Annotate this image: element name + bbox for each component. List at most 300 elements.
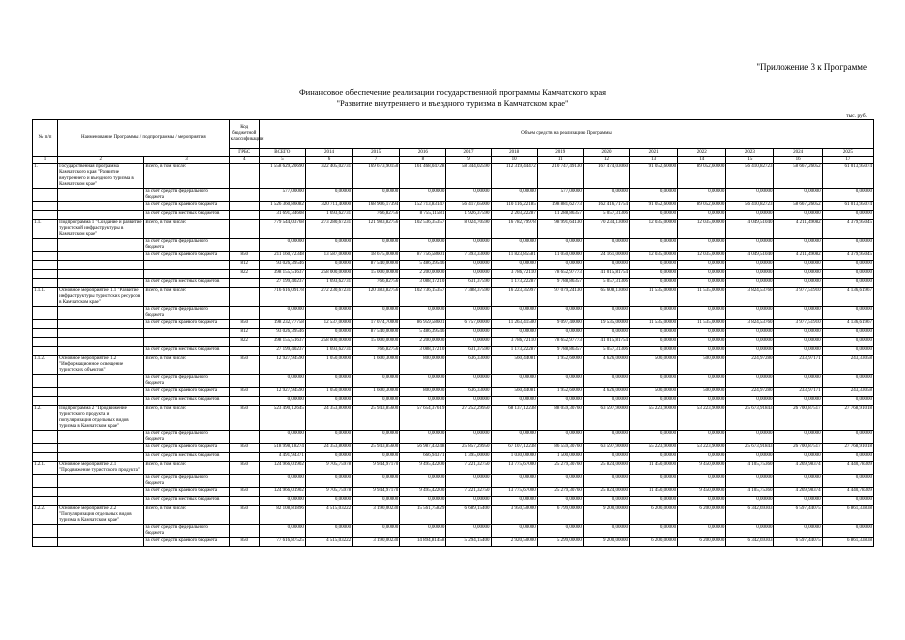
- row-value: 11 050,00000: [537, 252, 583, 261]
- table-row: [33, 338, 874, 347]
- row-value: 9 788,86357: [537, 347, 583, 356]
- row-value: 560,44081: [491, 388, 537, 397]
- row-name: [58, 453, 144, 462]
- row-value: 0,00000: [400, 189, 446, 202]
- row-value: 0,00000: [630, 211, 678, 220]
- row-value: 1 952,60000: [537, 356, 583, 375]
- row-name: Государственная программа Камчатского края "Развитие внутреннего и въездного туризма в Камчатском крае": [58, 164, 144, 189]
- row-value: 0,00000: [630, 329, 678, 338]
- row-number: 1.: [33, 164, 58, 189]
- row-value: 0,00000: [583, 375, 629, 388]
- row-source: за счет средств краевого бюджета: [144, 488, 229, 497]
- row-value: 67 107,12238: [491, 444, 537, 453]
- row-value: 24 353,80000: [305, 444, 352, 453]
- row-value: 3 190,00230: [353, 506, 400, 525]
- row-value: 5 057,31306: [583, 279, 629, 288]
- row-value: 9 200,00000: [583, 506, 629, 525]
- row-value: 0,00000: [726, 338, 774, 347]
- row-number: 1.2.: [33, 406, 58, 431]
- row-value: 716 616,09178: [259, 288, 305, 307]
- row-source: Всего, в том числе:: [144, 288, 229, 307]
- row-value: 70 234,13060: [583, 220, 629, 239]
- row-name: [58, 329, 144, 338]
- row-name: Подпрограмма 2 "Продвижение туристского продукта и популяризация отдельных видов туризма в Камчатском крае": [58, 406, 144, 431]
- row-value: 0,00000: [537, 307, 583, 320]
- row-value: 11 535,00000: [630, 288, 678, 307]
- row-name: [58, 239, 144, 252]
- row-value: 258 000,00000: [305, 338, 352, 347]
- table-row: [33, 406, 874, 431]
- row-value: 0,00000: [446, 189, 491, 202]
- row-value: 4 515,03222: [305, 506, 352, 525]
- row-value: 25 857,29950: [446, 444, 491, 453]
- row-name: [58, 431, 144, 444]
- row-value: 0,00000: [630, 375, 678, 388]
- row-value: 0,00000: [400, 307, 446, 320]
- row-value: 169 673,90150: [353, 164, 400, 189]
- column-index: 6: [305, 157, 352, 164]
- row-value: 12 035,00000: [630, 252, 678, 261]
- row-value: 9 450,00000: [678, 462, 726, 475]
- row-value: 78 652,97773: [537, 270, 583, 279]
- row-value: 0,00000: [678, 211, 726, 220]
- row-grbs: 812: [229, 261, 259, 270]
- row-value: 0,00000: [583, 189, 629, 202]
- row-value: 6 342,69303: [726, 506, 774, 525]
- row-grbs: 850: [229, 444, 259, 453]
- row-value: 0,00000: [678, 239, 726, 252]
- row-name: [58, 388, 144, 397]
- row-number: 1.1.1.: [33, 288, 58, 307]
- row-value: 3 088,17210: [400, 279, 446, 288]
- column-index: 12: [583, 157, 629, 164]
- row-value: 0,00000: [822, 307, 873, 320]
- row-value: 124 966,01902: [259, 488, 305, 497]
- header-total: ВСЕГО: [259, 149, 305, 157]
- table-row: [33, 497, 874, 506]
- row-value: 11 535,00000: [630, 320, 678, 329]
- header-code: Код бюджетной классификации: [229, 120, 259, 149]
- row-value: 0,00000: [537, 525, 583, 538]
- row-value: 0,00000: [822, 453, 873, 462]
- row-value: 0,00000: [822, 329, 873, 338]
- row-source: за счет средств местных бюджетов: [144, 497, 229, 506]
- row-value: 0,00000: [353, 397, 400, 406]
- table-row: [33, 189, 874, 202]
- row-number: 1.1.2.: [33, 356, 58, 375]
- header-name: Наименование Программы / подпрограммы / мероприятия: [58, 120, 230, 157]
- row-value: 91 052,60000: [630, 164, 678, 189]
- row-value: 0,00000: [400, 239, 446, 252]
- row-value: 233,97171: [774, 388, 822, 397]
- row-value: 55 223,90000: [630, 444, 678, 453]
- row-value: 55 223,90000: [630, 406, 678, 431]
- row-number: [33, 320, 58, 329]
- row-value: 16 223,35997: [491, 288, 537, 307]
- row-value: 7 388,37590: [446, 288, 491, 307]
- row-value: 398 155,51637: [259, 338, 305, 347]
- table-row: [33, 431, 874, 444]
- row-value: 518 998,18274: [259, 444, 305, 453]
- row-value: 0,00000: [726, 431, 774, 444]
- row-grbs: [229, 475, 259, 488]
- row-value: 13 587,00000: [305, 252, 352, 261]
- row-name: Основное мероприятие 2.1 "Продвижение туристского продукта": [58, 462, 144, 475]
- row-value: 9 788,86357: [537, 279, 583, 288]
- row-value: 4 515,03222: [305, 538, 352, 547]
- row-grbs: [229, 375, 259, 388]
- row-value: 0,00000: [305, 431, 352, 444]
- row-source: за счет средств местных бюджетов: [144, 453, 229, 462]
- row-value: 0,00000: [353, 431, 400, 444]
- row-source: за счет средств местных бюджетов: [144, 347, 229, 356]
- row-value: 25 673,91843: [726, 406, 774, 431]
- row-number: [33, 261, 58, 270]
- table-row: [33, 397, 874, 406]
- row-number: [33, 525, 58, 538]
- row-value: 0,00000: [678, 497, 726, 506]
- row-value: 58 344,02590: [446, 164, 491, 189]
- row-number: [33, 347, 58, 356]
- row-value: 8 755,11581: [400, 211, 446, 220]
- row-value: 86 559,30760: [537, 444, 583, 453]
- row-value: 0,00000: [353, 239, 400, 252]
- row-value: 11 535,00000: [678, 288, 726, 307]
- row-name: [58, 397, 144, 406]
- row-value: 6 597,44075: [774, 506, 822, 525]
- row-source: [144, 338, 229, 347]
- row-value: 88 059,30760: [537, 406, 583, 431]
- row-value: 0,00000: [305, 307, 352, 320]
- row-value: 766,82756: [353, 279, 400, 288]
- row-value: 3 786,72110: [491, 338, 537, 347]
- row-number: [33, 252, 58, 261]
- row-value: 0,00000: [491, 431, 537, 444]
- row-value: 4 269,98374: [774, 488, 822, 497]
- row-value: 577,00000: [259, 189, 305, 202]
- row-value: 0,00000: [630, 397, 678, 406]
- row-grbs: 850: [229, 356, 259, 375]
- finance-table: [32, 119, 874, 547]
- row-value: 779 544,03768: [259, 220, 305, 239]
- column-index: 17: [822, 157, 873, 164]
- document-subtitle: "Развитие внутреннего и въездного туризма в Камчатском крае": [336, 98, 569, 108]
- row-value: 0,00000: [400, 497, 446, 506]
- row-value: 0,00000: [305, 329, 352, 338]
- row-name: [58, 375, 144, 388]
- row-number: 1.2.2.: [33, 506, 58, 525]
- row-value: 211 160,72348: [259, 252, 305, 261]
- row-value: 78 652,97773: [537, 338, 583, 347]
- row-grbs: [229, 497, 259, 506]
- row-name: Основное мероприятие 1.1 "Развитие инфраструктуры туристских ресурсов в Камчатском крае": [58, 288, 144, 307]
- row-number: [33, 431, 58, 444]
- row-value: 0,00000: [583, 475, 629, 488]
- row-value: 0,00000: [259, 525, 305, 538]
- row-value: 1 395,00000: [446, 453, 491, 462]
- row-value: 0,00000: [491, 397, 537, 406]
- row-value: 0,00000: [630, 307, 678, 320]
- row-value: 0,00000: [491, 497, 537, 506]
- row-value: 61 013,95074: [822, 202, 873, 211]
- row-value: 0,00000: [822, 397, 873, 406]
- row-value: 0,00000: [400, 397, 446, 406]
- row-value: 0,00000: [774, 211, 822, 220]
- row-value: 0,00000: [400, 431, 446, 444]
- row-value: 0,00000: [446, 270, 491, 279]
- row-value: 0,00000: [774, 307, 822, 320]
- row-value: 0,00000: [353, 189, 400, 202]
- row-source: за счет средств краевого бюджета: [144, 252, 229, 261]
- row-value: 11 535,00000: [678, 320, 726, 329]
- row-value: 31 691,34608: [259, 211, 305, 220]
- row-value: 0,00000: [259, 239, 305, 252]
- row-value: 161 468,04728: [400, 164, 446, 189]
- table-row: [33, 252, 874, 261]
- row-number: [33, 497, 58, 506]
- row-value: 0,00000: [726, 261, 774, 270]
- row-value: 152 713,83147: [400, 202, 446, 211]
- row-value: 16 782,79978: [491, 220, 537, 239]
- row-value: 0,00000: [630, 189, 678, 202]
- row-value: 1 693,62731: [305, 279, 352, 288]
- row-value: 6 597,44075: [774, 538, 822, 547]
- row-value: 0,00000: [774, 261, 822, 270]
- row-value: 13 775,67000: [491, 462, 537, 475]
- row-value: 63 597,90000: [583, 444, 629, 453]
- row-source: за счет средств местных бюджетов: [144, 279, 229, 288]
- row-value: 0,00000: [583, 497, 629, 506]
- row-value: 87 540,00000: [353, 261, 400, 270]
- header-year: 2020: [583, 149, 629, 157]
- row-value: 0,00000: [630, 453, 678, 462]
- table-row: [33, 211, 874, 220]
- row-value: 87 540,00000: [353, 329, 400, 338]
- row-value: 0,00000: [630, 279, 678, 288]
- row-value: 500,00000: [630, 388, 678, 397]
- table-row: [33, 444, 874, 453]
- row-name: [58, 307, 144, 320]
- row-name: [58, 444, 144, 453]
- row-value: 89 052,60000: [678, 164, 726, 189]
- row-value: 4 136,61967: [822, 320, 873, 329]
- row-value: 0,00000: [305, 397, 352, 406]
- row-value: 2 200,00000: [400, 338, 446, 347]
- row-value: 243,33058: [822, 356, 873, 375]
- row-value: 3 824,53760: [726, 320, 774, 329]
- header-num: № п/п: [33, 120, 58, 157]
- row-value: 224,97280: [726, 388, 774, 397]
- row-number: [33, 375, 58, 388]
- row-value: 0,00000: [678, 189, 726, 202]
- row-source: [144, 270, 229, 279]
- row-source: Всего, в том числе:: [144, 164, 229, 189]
- row-value: 224,97280: [726, 356, 774, 375]
- row-name: [58, 261, 144, 270]
- row-grbs: 850: [229, 388, 259, 397]
- row-value: 0,00000: [678, 525, 726, 538]
- row-value: 0,00000: [259, 397, 305, 406]
- row-value: 2 200,00000: [400, 270, 446, 279]
- row-value: 0,00000: [678, 453, 726, 462]
- row-value: 0,00000: [822, 347, 873, 356]
- table-row: [33, 388, 874, 397]
- row-source: за счет средств краевого бюджета: [144, 202, 229, 211]
- row-value: 0,00000: [400, 525, 446, 538]
- row-value: 320 711,40000: [305, 202, 352, 211]
- row-value: 4 440,78309: [822, 462, 873, 475]
- row-value: 7 221,32750: [446, 488, 491, 497]
- row-value: 27 199,40237: [259, 347, 305, 356]
- row-value: 3 088,17210: [400, 347, 446, 356]
- row-grbs: 850: [229, 506, 259, 525]
- row-value: 0,00000: [353, 525, 400, 538]
- row-value: 500,00000: [678, 356, 726, 375]
- row-name: [58, 525, 144, 538]
- row-value: 0,00000: [491, 307, 537, 320]
- row-value: 1 050,00000: [305, 356, 352, 375]
- row-number: [33, 488, 58, 497]
- row-name: [58, 279, 144, 288]
- row-value: 25 279,30760: [537, 488, 583, 497]
- row-number: [33, 189, 58, 202]
- document-title: Финансовое обеспечение реализации государственной программы Камчатского края: [298, 87, 607, 97]
- row-value: 11 450,00000: [630, 488, 678, 497]
- header-year: 2014: [305, 149, 352, 157]
- row-value: 25 673,91843: [726, 444, 774, 453]
- table-row: [33, 453, 874, 462]
- row-value: 4 211,49082: [774, 252, 822, 261]
- row-value: 0,00000: [630, 497, 678, 506]
- header-year: 2023: [726, 149, 774, 157]
- row-grbs: 850: [229, 252, 259, 261]
- row-value: 124 966,01902: [259, 462, 305, 475]
- row-grbs: 850: [229, 320, 259, 329]
- row-value: 210 747,49130: [537, 164, 583, 189]
- row-grbs: [229, 279, 259, 288]
- row-value: 0,00000: [537, 239, 583, 252]
- row-number: [33, 329, 58, 338]
- row-grbs: 850: [229, 488, 259, 497]
- row-number: 1.1.: [33, 220, 58, 239]
- row-value: 0,00000: [726, 307, 774, 320]
- row-value: 0,00000: [630, 338, 678, 347]
- row-value: 0,00000: [537, 375, 583, 388]
- row-value: 6 200,00000: [630, 538, 678, 547]
- row-value: 0,00000: [446, 475, 491, 488]
- row-name: [58, 347, 144, 356]
- row-value: 15 000,00000: [353, 338, 400, 347]
- row-value: 112 319,44472: [491, 164, 537, 189]
- header-year: 2025: [822, 149, 873, 157]
- table-row: [33, 375, 874, 388]
- row-value: 0,00000: [491, 261, 537, 270]
- row-name: [58, 189, 144, 202]
- row-value: 25 943,85600: [353, 444, 400, 453]
- row-value: 1 952,60000: [537, 388, 583, 397]
- row-value: 9 200,00000: [583, 538, 629, 547]
- row-value: 6 200,00000: [630, 506, 678, 525]
- row-number: [33, 307, 58, 320]
- appendix-label: "Приложение 3 к Программе: [756, 62, 867, 72]
- row-value: 0,00000: [583, 397, 629, 406]
- row-value: 500,00000: [630, 356, 678, 375]
- table-row: [33, 356, 874, 375]
- row-value: 631,37590: [446, 279, 491, 288]
- row-value: 0,00000: [583, 239, 629, 252]
- row-value: 0,00000: [491, 475, 537, 488]
- row-value: 0,00000: [774, 397, 822, 406]
- row-value: 19 535,00000: [583, 320, 629, 329]
- row-number: [33, 211, 58, 220]
- row-value: 0,00000: [630, 261, 678, 270]
- row-value: 0,00000: [446, 261, 491, 270]
- row-value: 68 137,12238: [491, 406, 537, 431]
- row-number: [33, 270, 58, 279]
- row-number: [33, 538, 58, 547]
- row-grbs: [229, 220, 259, 239]
- row-value: 56 410,82723: [726, 164, 774, 189]
- row-value: 1 558 629,20690: [259, 164, 305, 189]
- row-value: 398 155,51637: [259, 270, 305, 279]
- row-value: 0,00000: [774, 239, 822, 252]
- row-value: 3 190,00230: [353, 538, 400, 547]
- row-value: 198 232,77758: [259, 320, 305, 329]
- row-source: за счет средств федерального бюджета: [144, 431, 229, 444]
- column-index: 10: [491, 157, 537, 164]
- row-value: 0,00000: [630, 525, 678, 538]
- row-grbs: [229, 397, 259, 406]
- row-value: 9 097,40000: [537, 320, 583, 329]
- row-value: 0,00000: [446, 307, 491, 320]
- row-value: 666,94371: [400, 453, 446, 462]
- row-value: 12 035,00000: [630, 220, 678, 239]
- header-year: 2024: [774, 149, 822, 157]
- row-value: 0,00000: [583, 525, 629, 538]
- column-index: 11: [537, 157, 583, 164]
- row-value: 0,00000: [630, 270, 678, 279]
- row-value: 0,00000: [353, 497, 400, 506]
- row-value: 25 824,00000: [583, 488, 629, 497]
- row-number: [33, 444, 58, 453]
- table-row: [33, 202, 874, 211]
- row-value: 0,00000: [400, 475, 446, 488]
- column-index: 8: [400, 157, 446, 164]
- row-value: 0,00000: [822, 211, 873, 220]
- row-value: 0,00000: [259, 497, 305, 506]
- row-name: [58, 211, 144, 220]
- row-value: 5 299,00000: [537, 538, 583, 547]
- row-value: 0,00000: [726, 497, 774, 506]
- table-row: [33, 347, 874, 356]
- header-year: 2017: [446, 149, 491, 157]
- row-number: 1.2.1.: [33, 462, 58, 475]
- row-value: 0,00000: [259, 431, 305, 444]
- row-value: 0,00000: [726, 329, 774, 338]
- row-value: 0,00000: [822, 497, 873, 506]
- row-value: 1 173,22287: [491, 347, 537, 356]
- row-value: 0,00000: [678, 431, 726, 444]
- row-source: за счет средств краевого бюджета: [144, 444, 229, 453]
- row-value: 7 393,33000: [446, 252, 491, 261]
- row-value: 0,00000: [774, 475, 822, 488]
- row-grbs: [229, 164, 259, 189]
- header-year: 2022: [678, 149, 726, 157]
- table-row: [33, 164, 874, 189]
- row-value: 0,00000: [446, 375, 491, 388]
- table-row: [33, 506, 874, 525]
- row-source: [144, 329, 229, 338]
